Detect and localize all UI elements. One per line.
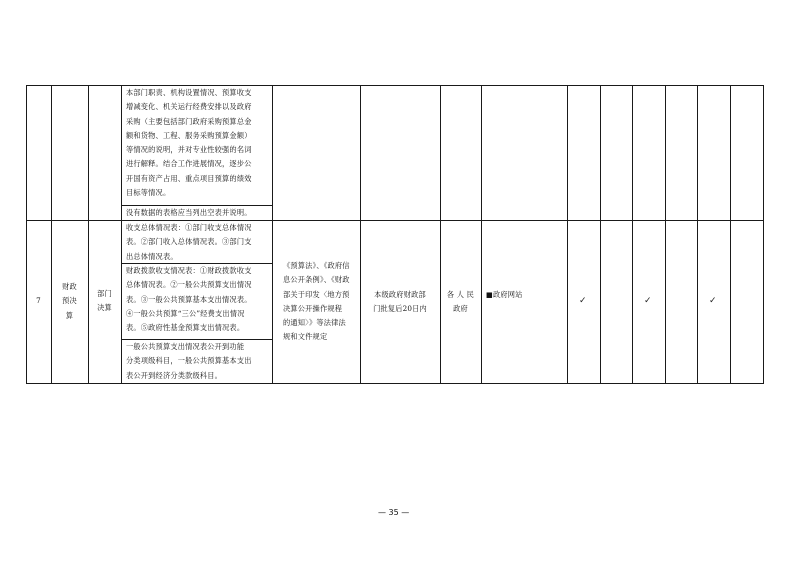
content-description: 本部门职责、机构设置情况、预算收支 增减变化、机关运行经费安排以及政府 采购（主要包括部门政府采购预算总金 额和货物、工程、服务采购预算金额） 等情况的说明，并对专业性较强的名词 进行解释。结合工作进展情况，逐步公 开国有资产占用、重点项目预算的绩效 目标等情况。: [126, 88, 252, 198]
table-divider: [697, 85, 698, 384]
check-mark: ✓: [709, 296, 717, 306]
row-index: 7: [36, 296, 41, 305]
table-border-left: [26, 85, 27, 384]
table-divider: [632, 85, 633, 384]
disclosure-timing: 本级政府财政部 门批复后20日内: [373, 290, 427, 314]
table-divider: [88, 85, 89, 384]
content-appropriation-tables: 财政拨款收支情况表：①财政拨款收支 总体情况表。②一般公共预算支出情况 表。③一般公共预算基本支出情况表。 ④一般公共预算“三公”经费支出情况 表。⑤政府性基金预算支出情况表。: [126, 266, 252, 333]
check-mark: ✓: [644, 296, 652, 306]
row-subcategory: 部门 决算: [97, 289, 112, 313]
content-disclosure-levels: 一般公共预算支出情况表公开到功能 分类项级科目，一般公共预算基本支出 表公开到经济分类款级科目。: [126, 342, 252, 380]
empty-table-note: 没有数据的表格应当列出空表并说明。: [126, 208, 252, 217]
table-divider: [730, 85, 731, 384]
table-divider: [567, 85, 568, 384]
check-mark: ✓: [579, 296, 587, 306]
table-divider: [600, 85, 601, 384]
table-divider: [481, 85, 482, 384]
table-divider: [360, 85, 361, 384]
table-divider: [440, 85, 441, 384]
disclosure-subject: 各 人 民 政府: [446, 290, 475, 314]
table-divider: [665, 85, 666, 384]
table-divider: [51, 85, 52, 384]
page-number: — 35 —: [378, 508, 410, 517]
table-divider: [272, 85, 273, 384]
row-category: 财政 预决 算: [62, 282, 77, 320]
disclosure-channel: ■政府网站: [486, 290, 523, 299]
table-border-bottom: [26, 383, 764, 384]
legal-basis: 《预算法》、《政府信 息公开条例》、《财政 部关于印发〈地方预 决算公开操作规程 的通知〉》等法律法 规和文件规定: [283, 261, 350, 342]
table-border-right: [763, 85, 764, 384]
content-summary-tables: 收支总体情况表：①部门收支总体情况 表。②部门收入总体情况表。③部门支 出总体情况表。: [126, 223, 252, 261]
